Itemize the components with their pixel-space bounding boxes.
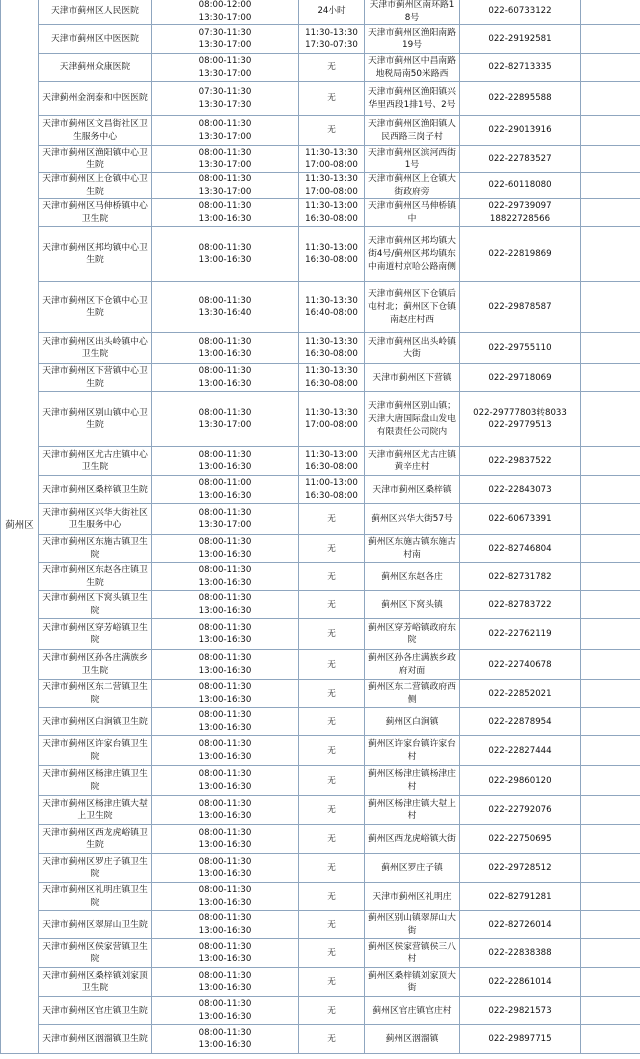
after-hours-cell: 无 <box>299 1025 365 1054</box>
address-cell: 蓟州区许家台镇许家台村 <box>365 736 460 766</box>
table-row <box>1 173 640 199</box>
address-cell: 天津市蓟州区滨河西街1号 <box>365 146 460 173</box>
empty-cell <box>581 0 640 25</box>
hospital-name-cell: 天津市蓟州区孙各庄满族乡卫生院 <box>39 650 152 680</box>
service-hours-cell: 08:00-11:30 13:00-16:30 <box>152 447 299 476</box>
table-row <box>1 708 640 736</box>
service-hours-cell: 08:00-11:30 13:30-17:00 <box>152 173 299 199</box>
phone-cell: 022-82726014 <box>460 911 581 939</box>
empty-cell <box>581 939 640 968</box>
hospital-name-cell: 天津市蓟州区桑梓镇卫生院 <box>39 476 152 504</box>
address-cell: 蓟州区杨津庄镇杨津庄村 <box>365 766 460 796</box>
after-hours-cell: 无 <box>299 116 365 146</box>
phone-cell: 022-22783527 <box>460 146 581 173</box>
service-hours-cell: 08:00-11:30 13:00-16:30 <box>152 333 299 364</box>
table-row <box>1 883 640 911</box>
service-hours-cell: 08:00-11:30 13:00-16:30 <box>152 650 299 680</box>
address-cell: 蓟州区官庄镇官庄村 <box>365 997 460 1025</box>
empty-cell <box>581 911 640 939</box>
empty-cell <box>581 333 640 364</box>
after-hours-cell: 无 <box>299 939 365 968</box>
table-row <box>1 766 640 796</box>
service-hours-cell: 08:00-11:30 13:00-16:30 <box>152 1025 299 1054</box>
empty-cell <box>581 199 640 227</box>
after-hours-cell: 无 <box>299 82 365 116</box>
phone-cell: 022-29728512 <box>460 854 581 883</box>
after-hours-cell: 无 <box>299 650 365 680</box>
service-hours-cell: 08:00-11:30 13:00-16:30 <box>152 911 299 939</box>
table-row <box>1 227 640 282</box>
address-cell: 天津市蓟州区尤古庄镇黄辛庄村 <box>365 447 460 476</box>
address-cell: 天津市蓟州区南环路18号 <box>365 0 460 25</box>
table-row <box>1 825 640 854</box>
service-hours-cell: 08:00-11:30 13:00-16:30 <box>152 680 299 708</box>
empty-cell <box>581 1025 640 1054</box>
hospital-name-cell: 天津市蓟州区杨津庄镇大堼上卫生院 <box>39 796 152 825</box>
table-row <box>1 116 640 146</box>
empty-cell <box>581 997 640 1025</box>
empty-cell <box>581 447 640 476</box>
service-hours-cell: 08:00-11:30 13:00-16:30 <box>152 854 299 883</box>
phone-cell: 022-22827444 <box>460 736 581 766</box>
hospital-name-cell: 天津市蓟州区罗庄子镇卫生院 <box>39 854 152 883</box>
after-hours-cell: 11:30-13:30 17:00-08:00 <box>299 146 365 173</box>
after-hours-cell: 11:30-13:00 16:30-08:00 <box>299 447 365 476</box>
table-row <box>1 82 640 116</box>
after-hours-cell: 无 <box>299 796 365 825</box>
phone-cell: 022-22792076 <box>460 796 581 825</box>
table-row <box>1 54 640 82</box>
address-cell: 天津市蓟州区中昌南路地税局南50米路西 <box>365 54 460 82</box>
service-hours-cell: 07:30-11:30 13:30-17:00 <box>152 25 299 54</box>
table-row <box>1 997 640 1025</box>
service-hours-cell: 07:30-11:30 13:30-17:30 <box>152 82 299 116</box>
address-cell: 天津市蓟州区渔阳南路19号 <box>365 25 460 54</box>
hospital-name-cell: 天津市蓟州区东赵各庄镇卫生院 <box>39 563 152 591</box>
after-hours-cell: 无 <box>299 680 365 708</box>
after-hours-cell: 无 <box>299 825 365 854</box>
empty-cell <box>581 766 640 796</box>
address-cell: 天津市蓟州区出头岭镇大街 <box>365 333 460 364</box>
address-cell: 蓟州区西龙虎峪镇大街 <box>365 825 460 854</box>
phone-cell: 022-29878587 <box>460 282 581 333</box>
table-row <box>1 333 640 364</box>
table-row <box>1 1025 640 1054</box>
after-hours-cell: 无 <box>299 854 365 883</box>
empty-cell <box>581 392 640 447</box>
table-row <box>1 968 640 997</box>
empty-cell <box>581 650 640 680</box>
empty-cell <box>581 54 640 82</box>
address-cell: 蓟州区东施古镇东施古村南 <box>365 535 460 563</box>
after-hours-cell: 11:30-13:30 16:30-08:00 <box>299 364 365 392</box>
service-hours-cell: 08:00-11:30 13:00-16:30 <box>152 883 299 911</box>
hospital-name-cell: 天津市蓟州区别山镇中心卫生院 <box>39 392 152 447</box>
hospital-name-cell: 天津蓟州金润泰和中医医院 <box>39 82 152 116</box>
phone-cell: 022-29897715 <box>460 1025 581 1054</box>
address-cell: 天津市蓟州区马伸桥镇中 <box>365 199 460 227</box>
address-cell: 蓟州区孙各庄满族乡政府对面 <box>365 650 460 680</box>
address-cell: 蓟州区东赵各庄 <box>365 563 460 591</box>
address-cell: 蓟州区兴华大街57号 <box>365 504 460 535</box>
address-cell: 蓟州区杨津庄镇大堼上村 <box>365 796 460 825</box>
address-cell: 蓟州区侯家营镇侯三八村 <box>365 939 460 968</box>
service-hours-cell: 08:00-11:30 13:00-16:30 <box>152 968 299 997</box>
service-hours-cell: 08:00-11:30 13:30-17:00 <box>152 504 299 535</box>
district-cell: 蓟州区 <box>1 0 39 1054</box>
hospital-name-cell: 天津市蓟州区下营镇中心卫生院 <box>39 364 152 392</box>
address-cell: 天津市蓟州区渔阳镇人民西路三岗子村 <box>365 116 460 146</box>
after-hours-cell: 无 <box>299 766 365 796</box>
service-hours-cell: 08:00-11:30 13:00-16:30 <box>152 199 299 227</box>
phone-cell: 022-22762119 <box>460 619 581 650</box>
phone-cell: 022-22861014 <box>460 968 581 997</box>
hospital-name-cell: 天津市蓟州区穿芳峪镇卫生院 <box>39 619 152 650</box>
phone-cell: 022-29860120 <box>460 766 581 796</box>
empty-cell <box>581 563 640 591</box>
service-hours-cell: 08:00-11:30 13:00-16:30 <box>152 825 299 854</box>
address-cell: 蓟州区东二营镇政府西侧 <box>365 680 460 708</box>
phone-cell: 022-22750695 <box>460 825 581 854</box>
phone-cell: 022-82746804 <box>460 535 581 563</box>
table-row <box>1 619 640 650</box>
empty-cell <box>581 173 640 199</box>
after-hours-cell: 无 <box>299 708 365 736</box>
service-hours-cell: 08:00-11:30 13:30-17:00 <box>152 146 299 173</box>
phone-cell: 022-22895588 <box>460 82 581 116</box>
after-hours-cell: 11:30-13:30 17:00-08:00 <box>299 173 365 199</box>
table-row <box>1 736 640 766</box>
empty-cell <box>581 82 640 116</box>
after-hours-cell: 11:30-13:30 17:00-08:00 <box>299 392 365 447</box>
after-hours-cell: 24小时 <box>299 0 365 25</box>
service-hours-cell: 08:00-11:30 13:30-16:40 <box>152 282 299 333</box>
service-hours-cell: 08:00-11:30 13:00-16:30 <box>152 736 299 766</box>
address-cell: 蓟州区罗庄子镇 <box>365 854 460 883</box>
empty-cell <box>581 883 640 911</box>
after-hours-cell: 11:30-13:30 17:30-07:30 <box>299 25 365 54</box>
address-cell: 天津市蓟州区上仓镇大街政府旁 <box>365 173 460 199</box>
empty-cell <box>581 535 640 563</box>
table-row <box>1 591 640 619</box>
hospital-name-cell: 天津市蓟州区官庄镇卫生院 <box>39 997 152 1025</box>
phone-cell: 022-29192581 <box>460 25 581 54</box>
phone-cell: 022-29821573 <box>460 997 581 1025</box>
empty-cell <box>581 364 640 392</box>
table-row <box>1 939 640 968</box>
empty-cell <box>581 282 640 333</box>
hospital-name-cell: 天津市蓟州区杨津庄镇卫生院 <box>39 766 152 796</box>
address-cell: 蓟州区别山镇翠屏山大街 <box>365 911 460 939</box>
after-hours-cell: 无 <box>299 968 365 997</box>
hospital-name-cell: 天津市蓟州区翠屏山卫生院 <box>39 911 152 939</box>
hospital-name-cell: 天津市蓟州区桑梓镇刘家顶卫生院 <box>39 968 152 997</box>
table-row <box>1 796 640 825</box>
hospital-name-cell: 天津市蓟州区兴华大街社区卫生服务中心 <box>39 504 152 535</box>
table-row <box>1 364 640 392</box>
phone-cell: 022-82791281 <box>460 883 581 911</box>
address-cell: 蓟州区穿芳峪镇政府东院 <box>365 619 460 650</box>
hospital-name-cell: 天津市蓟州区西龙虎峪镇卫生院 <box>39 825 152 854</box>
after-hours-cell: 11:00-13:00 16:30-08:00 <box>299 476 365 504</box>
table-row <box>1 282 640 333</box>
address-cell: 天津市蓟州区下营镇 <box>365 364 460 392</box>
phone-cell: 022-29739097 18822728566 <box>460 199 581 227</box>
hospital-name-cell: 天津市蓟州区白涧镇卫生院 <box>39 708 152 736</box>
service-hours-cell: 08:00-11:30 13:30-17:00 <box>152 54 299 82</box>
empty-cell <box>581 854 640 883</box>
hospital-name-cell: 天津市蓟州区侯家营镇卫生院 <box>39 939 152 968</box>
empty-cell <box>581 736 640 766</box>
empty-cell <box>581 476 640 504</box>
address-cell: 天津市蓟州区下仓镇后屯村北；蓟州区下仓镇南赵庄村西 <box>365 282 460 333</box>
after-hours-cell: 无 <box>299 535 365 563</box>
service-hours-cell: 08:00-11:30 13:00-16:30 <box>152 939 299 968</box>
phone-cell: 022-29013916 <box>460 116 581 146</box>
phone-cell: 022-29837522 <box>460 447 581 476</box>
phone-cell: 022-60673391 <box>460 504 581 535</box>
service-hours-cell: 08:00-11:00 13:00-16:30 <box>152 476 299 504</box>
after-hours-cell: 无 <box>299 911 365 939</box>
phone-cell: 022-22878954 <box>460 708 581 736</box>
hospital-name-cell: 天津市蓟州区出头岭镇中心卫生院 <box>39 333 152 364</box>
address-cell: 蓟州区白涧镇 <box>365 708 460 736</box>
phone-cell: 022-82731782 <box>460 563 581 591</box>
after-hours-cell: 11:30-13:30 16:40-08:00 <box>299 282 365 333</box>
phone-cell: 022-29755110 <box>460 333 581 364</box>
empty-cell <box>581 680 640 708</box>
address-cell: 蓟州区下窝头镇 <box>365 591 460 619</box>
table-row <box>1 447 640 476</box>
empty-cell <box>581 708 640 736</box>
phone-cell: 022-82783722 <box>460 591 581 619</box>
table-row <box>1 199 640 227</box>
table-row <box>1 25 640 54</box>
after-hours-cell: 无 <box>299 563 365 591</box>
phone-cell: 022-22838388 <box>460 939 581 968</box>
after-hours-cell: 无 <box>299 591 365 619</box>
after-hours-cell: 11:30-13:00 16:30-08:00 <box>299 227 365 282</box>
address-cell: 蓟州区桑梓镇刘家顶大街 <box>365 968 460 997</box>
empty-cell <box>581 504 640 535</box>
table-row <box>1 680 640 708</box>
empty-cell <box>581 116 640 146</box>
after-hours-cell: 11:30-13:30 16:30-08:00 <box>299 333 365 364</box>
table-row <box>1 911 640 939</box>
service-hours-cell: 08:00-11:30 13:00-16:30 <box>152 364 299 392</box>
hospital-name-cell: 天津市蓟州区马伸桥镇中心卫生院 <box>39 199 152 227</box>
empty-cell <box>581 825 640 854</box>
service-hours-cell: 08:00-11:30 13:00-16:30 <box>152 796 299 825</box>
service-hours-cell: 08:00-11:30 13:00-16:30 <box>152 535 299 563</box>
hospital-name-cell: 天津市蓟州区下窝头镇卫生院 <box>39 591 152 619</box>
service-hours-cell: 08:00-11:30 13:30-17:00 <box>152 392 299 447</box>
hospital-name-cell: 天津市蓟州区东二营镇卫生院 <box>39 680 152 708</box>
table-row <box>1 563 640 591</box>
table-row <box>1 650 640 680</box>
phone-cell: 022-29777803转8033 022-29779513 <box>460 392 581 447</box>
empty-cell <box>581 968 640 997</box>
phone-cell: 022-60118080 <box>460 173 581 199</box>
address-cell: 天津市蓟州区渔阳镇兴华里西段1排1号、2号 <box>365 82 460 116</box>
hospital-name-cell: 天津市蓟州区尤古庄镇中心卫生院 <box>39 447 152 476</box>
empty-cell <box>581 146 640 173</box>
table-row <box>1 854 640 883</box>
hospital-name-cell: 天津蓟州众康医院 <box>39 54 152 82</box>
table-row <box>1 392 640 447</box>
hospital-name-cell: 天津市蓟州区文昌街社区卫生服务中心 <box>39 116 152 146</box>
after-hours-cell: 无 <box>299 504 365 535</box>
service-hours-cell: 08:00-11:30 13:00-16:30 <box>152 619 299 650</box>
service-hours-cell: 08:00-11:30 13:00-16:30 <box>152 997 299 1025</box>
address-cell: 天津市蓟州区邦均镇大街4号/蓟州区邦均镇东中南道村京哈公路南侧 <box>365 227 460 282</box>
address-cell: 天津市蓟州区别山镇；天津大唐国际盘山发电有限责任公司院内 <box>365 392 460 447</box>
after-hours-cell: 无 <box>299 997 365 1025</box>
phone-cell: 022-60733122 <box>460 0 581 25</box>
after-hours-cell: 无 <box>299 736 365 766</box>
empty-cell <box>581 619 640 650</box>
hospital-name-cell: 天津市蓟州区下仓镇中心卫生院 <box>39 282 152 333</box>
service-hours-cell: 08:00-11:30 13:00-16:30 <box>152 227 299 282</box>
after-hours-cell: 无 <box>299 619 365 650</box>
empty-cell <box>581 227 640 282</box>
table-row <box>1 504 640 535</box>
hospital-name-cell: 天津市蓟州区上仓镇中心卫生院 <box>39 173 152 199</box>
phone-cell: 022-22740678 <box>460 650 581 680</box>
table-row <box>1 0 640 25</box>
service-hours-cell: 08:00-11:30 13:00-16:30 <box>152 708 299 736</box>
empty-cell <box>581 25 640 54</box>
phone-cell: 022-22819869 <box>460 227 581 282</box>
after-hours-cell: 11:30-13:00 16:30-08:00 <box>299 199 365 227</box>
service-hours-cell: 08:00-11:30 13:00-16:30 <box>152 591 299 619</box>
table-row <box>1 146 640 173</box>
service-hours-cell: 08:00-11:30 13:30-17:00 <box>152 116 299 146</box>
empty-cell <box>581 796 640 825</box>
service-hours-cell: 08:00-11:30 13:00-16:30 <box>152 766 299 796</box>
table-row <box>1 476 640 504</box>
phone-cell: 022-29718069 <box>460 364 581 392</box>
address-cell: 天津市蓟州区礼明庄 <box>365 883 460 911</box>
hospital-name-cell: 天津市蓟州区许家台镇卫生院 <box>39 736 152 766</box>
phone-cell: 022-82713335 <box>460 54 581 82</box>
hospital-name-cell: 天津市蓟州区中医医院 <box>39 25 152 54</box>
hospital-name-cell: 天津市蓟州区邦均镇中心卫生院 <box>39 227 152 282</box>
after-hours-cell: 无 <box>299 883 365 911</box>
phone-cell: 022-22852021 <box>460 680 581 708</box>
address-cell: 蓟州区洇溜镇 <box>365 1025 460 1054</box>
phone-cell: 022-22843073 <box>460 476 581 504</box>
empty-cell <box>581 591 640 619</box>
hospital-name-cell: 天津市蓟州区东施古镇卫生院 <box>39 535 152 563</box>
service-hours-cell: 08:00-12:00 13:30-17:00 <box>152 0 299 25</box>
hospital-name-cell: 天津市蓟州区洇溜镇卫生院 <box>39 1025 152 1054</box>
service-hours-cell: 08:00-11:30 13:00-16:30 <box>152 563 299 591</box>
hospital-name-cell: 天津市蓟州区人民医院 <box>39 0 152 25</box>
table-row <box>1 535 640 563</box>
hospital-name-cell: 天津市蓟州区渔阳镇中心卫生院 <box>39 146 152 173</box>
address-cell: 天津市蓟州区桑梓镇 <box>365 476 460 504</box>
hospital-name-cell: 天津市蓟州区礼明庄镇卫生院 <box>39 883 152 911</box>
after-hours-cell: 无 <box>299 54 365 82</box>
